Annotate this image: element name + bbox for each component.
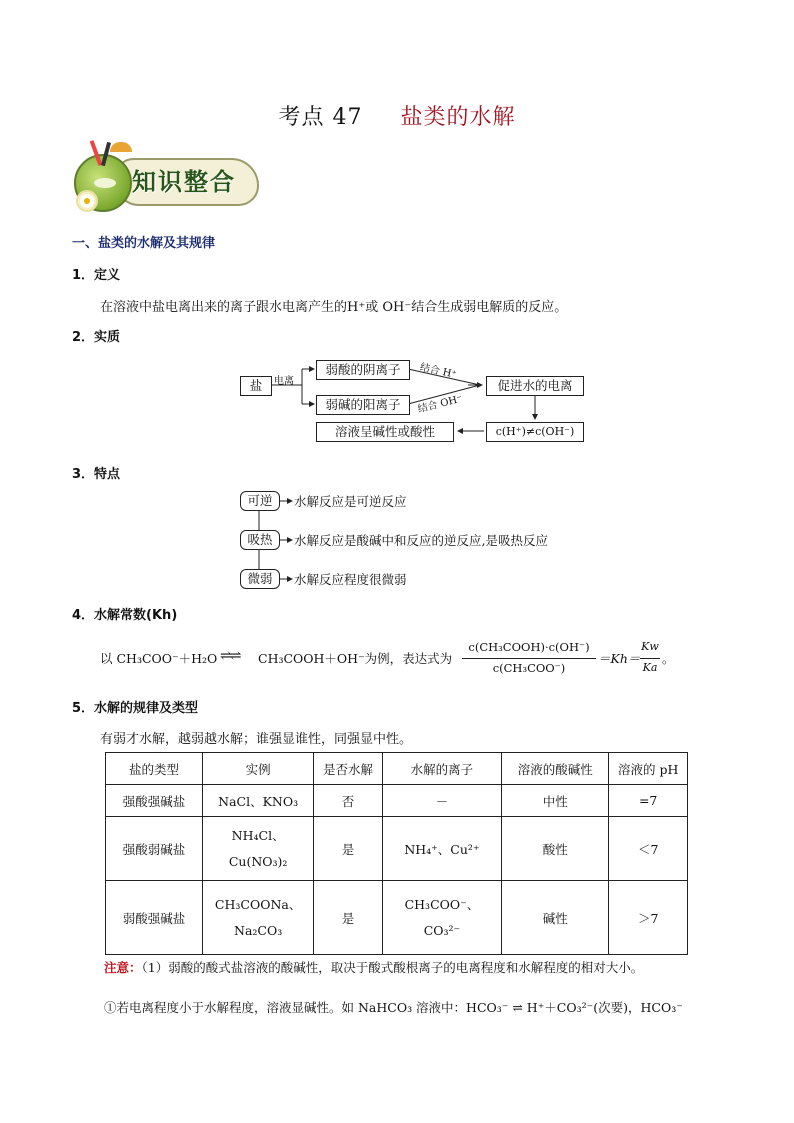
feature-diagram: [238, 490, 598, 590]
table-row: [106, 881, 688, 955]
essence-heading: 2．实质: [72, 330, 121, 345]
table-cell: ＞7: [609, 881, 688, 955]
weak-acid-anion-box: 弱酸的阴离子: [316, 360, 410, 380]
table-header: 实例: [203, 753, 314, 785]
endothermic-box: 吸热: [240, 530, 280, 550]
fraction-denominator: c(CH₃COO⁻): [492, 661, 566, 675]
note-text: （1）弱酸的酸式盐溶液的酸碱性，取决于酸式酸根离子的电离程度和水解程度的相对大小。: [141, 960, 644, 975]
weak-desc: 水解反应程度很微弱: [294, 572, 407, 587]
reversible-desc: 水解反应是可逆反应: [294, 494, 407, 509]
title-number: 考点 47: [278, 105, 363, 130]
note: [104, 958, 643, 976]
expr-end: 。: [662, 651, 675, 666]
table-cell: NH₄⁺、Cu²⁺: [382, 817, 501, 881]
table-header: 是否水解: [314, 753, 382, 785]
table-header-row: [106, 753, 688, 785]
table-cell: CH₃COO⁻、CO₃²⁻: [382, 881, 501, 955]
table-cell: 酸性: [502, 817, 609, 881]
salt-box: 盐: [240, 376, 272, 396]
table-cell: 弱酸强碱盐: [106, 881, 203, 955]
badge-text: 知识整合: [132, 168, 236, 196]
table-header: 水解的离子: [382, 753, 501, 785]
section-heading: 一、盐类的水解及其规律: [72, 236, 216, 251]
table-header: 溶液的 pH: [609, 753, 688, 785]
expr-lead2: CH₃COOH＋OH⁻为例，表达式为: [258, 651, 453, 666]
essence-diagram: [230, 355, 600, 450]
page-title: [0, 100, 794, 131]
table-cell: 强酸弱碱盐: [106, 817, 203, 881]
feature-heading: 3．特点: [72, 467, 121, 482]
note-label: 注意：: [104, 960, 142, 975]
fraction-numerator: c(CH₃COOH)·c(OH⁻): [468, 640, 590, 654]
table-header: 溶液的酸碱性: [502, 753, 609, 785]
weak-box: 微弱: [240, 569, 280, 589]
equilibrium-arrow-icon: ⇌⇌: [220, 648, 240, 664]
reversible-box: 可逆: [240, 491, 280, 511]
table-cell: 是: [314, 817, 382, 881]
table-header: 盐的类型: [106, 753, 203, 785]
table-cell: NaCl、KNO₃: [203, 785, 314, 817]
endothermic-desc: 水解反应是酸碱中和反应的逆反应,是吸热反应: [294, 533, 548, 548]
rule-heading: 5．水解的规律及类型: [72, 701, 199, 716]
table-cell: NH₄Cl、Cu(NO₃)₂: [203, 817, 314, 881]
table-cell: 是: [314, 881, 382, 955]
knowledge-badge: [70, 140, 260, 210]
expr-lead: 以 CH₃COO⁻＋H₂O: [100, 651, 218, 666]
note-rule-1: ①若电离程度小于水解程度，溶液显碱性。如 NaHCO₃ 溶液中：HCO₃⁻ ⇌ H⁺＋CO₃²⁻(次要)，HCO₃⁻: [104, 1000, 683, 1015]
title-name: 盐类的水解: [400, 105, 516, 130]
combine-h-label: 结合 H⁺: [418, 362, 458, 381]
result-box: 溶液呈碱性或酸性: [316, 422, 454, 442]
table-cell: CH₃COONa、Na₂CO₃: [203, 881, 314, 955]
table-row: [106, 785, 688, 817]
weak-base-cation-box: 弱碱的阳离子: [316, 395, 410, 415]
table-cell: =7: [609, 785, 688, 817]
constant-expression: [100, 640, 700, 680]
umbrella-icon: [110, 142, 132, 152]
definition-text: 在溶液中盐电离出来的离子跟水电离产生的H⁺或 OH⁻结合生成弱电解质的反应。: [100, 300, 568, 315]
table-cell: 碱性: [502, 881, 609, 955]
promote-ionization-box: 促进水的电离: [486, 376, 584, 396]
kh-equals: ＝Kh＝: [598, 651, 641, 666]
rule-text: 有弱才水解，越弱越水解；谁强显谁性，同强显中性。: [100, 732, 413, 747]
ionize-label: 电离: [274, 376, 294, 387]
table-cell: ＜7: [609, 817, 688, 881]
table-cell: 强酸强碱盐: [106, 785, 203, 817]
table-cell: －: [382, 785, 501, 817]
table-cell: 否: [314, 785, 382, 817]
table-cell: 中性: [502, 785, 609, 817]
ka-label: Ka: [642, 661, 658, 674]
table-row: [106, 817, 688, 881]
definition-heading: 1．定义: [72, 268, 121, 283]
combine-oh-label: 结合 OH⁻: [416, 393, 464, 416]
constant-heading: 4．水解常数(Kh): [72, 608, 178, 623]
hydrolysis-table: [105, 752, 688, 955]
unequal-concentration-box: c(H⁺)≠c(OH⁻): [486, 422, 584, 442]
flower-icon: [76, 190, 98, 212]
kw-label: Kw: [641, 640, 659, 653]
